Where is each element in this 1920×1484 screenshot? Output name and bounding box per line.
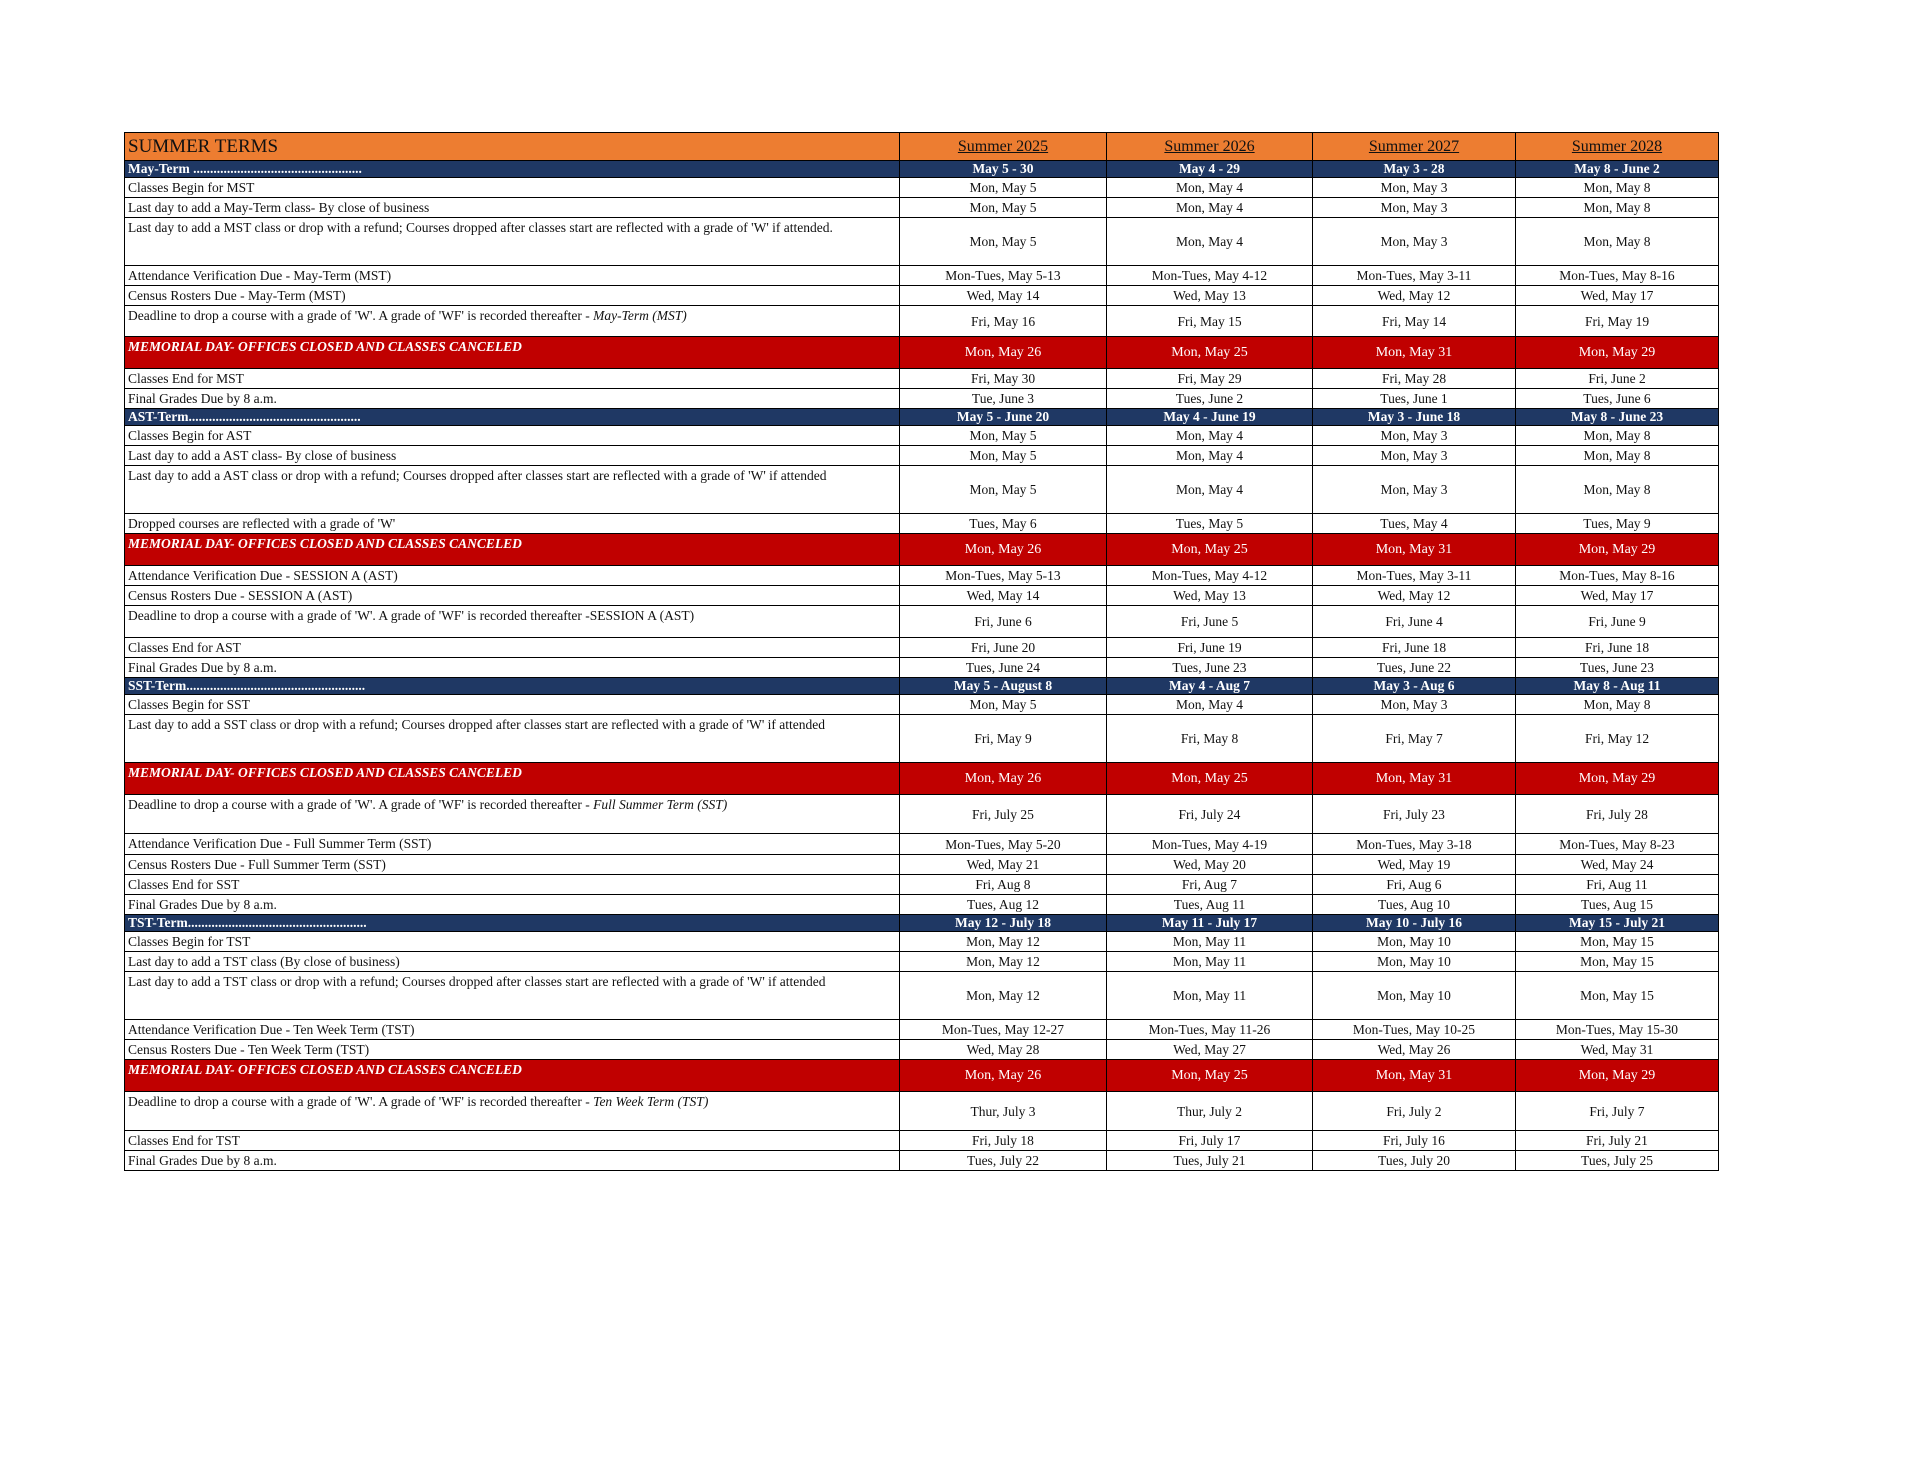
date-cell: Fri, June 20 [900, 638, 1107, 658]
date-cell: Mon, May 26 [900, 763, 1107, 795]
table-row [125, 875, 1719, 895]
date-cell: Fri, Aug 8 [900, 875, 1107, 895]
date-cell: Wed, May 14 [900, 286, 1107, 306]
date-cell: Tues, June 24 [900, 658, 1107, 678]
table-title: SUMMER TERMS [125, 133, 900, 161]
date-cell: Fri, July 23 [1313, 795, 1516, 834]
table-row [125, 198, 1719, 218]
date-cell: Mon, May 8 [1516, 198, 1719, 218]
date-cell: Mon, May 4 [1107, 218, 1313, 266]
date-cell: Tues, May 9 [1516, 514, 1719, 534]
date-cell: May 3 - 28 [1313, 161, 1516, 178]
year-header: Summer 2028 [1516, 133, 1719, 161]
date-cell: Mon, May 3 [1313, 178, 1516, 198]
row-label: Classes End for MST [125, 369, 900, 389]
table-row [125, 658, 1719, 678]
date-cell: Mon, May 29 [1516, 534, 1719, 566]
date-cell: Thur, July 3 [900, 1092, 1107, 1131]
date-cell: May 10 - July 16 [1313, 915, 1516, 932]
date-cell: Wed, May 31 [1516, 1040, 1719, 1060]
table-row [125, 1151, 1719, 1171]
date-cell: Fri, May 19 [1516, 306, 1719, 337]
table-row [125, 178, 1719, 198]
date-cell: Fri, May 30 [900, 369, 1107, 389]
date-cell: May 3 - Aug 6 [1313, 678, 1516, 695]
date-cell: Mon, May 8 [1516, 218, 1719, 266]
date-cell: Mon, May 3 [1313, 198, 1516, 218]
date-cell: Wed, May 14 [900, 586, 1107, 606]
date-cell: Mon-Tues, May 3-11 [1313, 566, 1516, 586]
date-cell: Fri, May 8 [1107, 715, 1313, 763]
row-label: May-Term .................................................. [125, 161, 900, 178]
date-cell: Fri, May 29 [1107, 369, 1313, 389]
date-cell: Fri, May 15 [1107, 306, 1313, 337]
date-cell: Mon, May 4 [1107, 466, 1313, 514]
date-cell: Wed, May 26 [1313, 1040, 1516, 1060]
row-label: SST-Term..................................................... [125, 678, 900, 695]
date-cell: May 12 - July 18 [900, 915, 1107, 932]
table-row [125, 218, 1719, 266]
date-cell: Fri, July 24 [1107, 795, 1313, 834]
date-cell: Tues, June 1 [1313, 389, 1516, 409]
row-label: Census Rosters Due - Ten Week Term (TST) [125, 1040, 900, 1060]
date-cell: May 5 - June 20 [900, 409, 1107, 426]
date-cell: Mon, May 3 [1313, 218, 1516, 266]
table-row [125, 795, 1719, 834]
date-cell: May 15 - July 21 [1516, 915, 1719, 932]
date-cell: Mon, May 29 [1516, 337, 1719, 369]
date-cell: Mon, May 3 [1313, 695, 1516, 715]
table-row [125, 715, 1719, 763]
date-cell: Mon, May 15 [1516, 972, 1719, 1020]
date-cell: Fri, Aug 11 [1516, 875, 1719, 895]
row-label: Census Rosters Due - SESSION A (AST) [125, 586, 900, 606]
table-row [125, 266, 1719, 286]
date-cell: Tues, July 25 [1516, 1151, 1719, 1171]
date-cell: Mon, May 5 [900, 695, 1107, 715]
date-cell: Fri, July 18 [900, 1131, 1107, 1151]
table-row [125, 514, 1719, 534]
date-cell: Fri, Aug 7 [1107, 875, 1313, 895]
date-cell: Mon, May 25 [1107, 337, 1313, 369]
row-label: Census Rosters Due - May-Term (MST) [125, 286, 900, 306]
holiday-row [125, 1060, 1719, 1092]
date-cell: Mon, May 11 [1107, 932, 1313, 952]
row-label: Deadline to drop a course with a grade of 'W'. A grade of 'WF' is recorded thereafter - Ten Week Term (TST) [125, 1092, 900, 1131]
date-cell: Mon, May 12 [900, 952, 1107, 972]
table-row [125, 895, 1719, 915]
date-cell: Mon, May 31 [1313, 337, 1516, 369]
date-cell: May 5 - August 8 [900, 678, 1107, 695]
row-label: Last day to add a TST class or drop with a refund; Courses dropped after classes start are reflected with a grade of 'W' if attended [125, 972, 900, 1020]
date-cell: Fri, May 12 [1516, 715, 1719, 763]
date-cell: Mon-Tues, May 4-12 [1107, 266, 1313, 286]
row-label: Classes Begin for AST [125, 426, 900, 446]
row-label: Classes Begin for MST [125, 178, 900, 198]
date-cell: Mon, May 29 [1516, 763, 1719, 795]
row-label: Last day to add a May-Term class- By close of business [125, 198, 900, 218]
date-cell: Mon, May 25 [1107, 534, 1313, 566]
row-label-term: May-Term (MST) [593, 308, 687, 323]
date-cell: Mon, May 10 [1313, 972, 1516, 1020]
date-cell: Wed, May 13 [1107, 286, 1313, 306]
date-cell: Mon, May 11 [1107, 972, 1313, 1020]
date-cell: Mon, May 8 [1516, 426, 1719, 446]
date-cell: Mon, May 5 [900, 218, 1107, 266]
date-cell: Fri, July 16 [1313, 1131, 1516, 1151]
row-label: Last day to add a AST class- By close of business [125, 446, 900, 466]
row-label: Classes End for AST [125, 638, 900, 658]
header-row [125, 133, 1719, 161]
date-cell: Mon, May 3 [1313, 446, 1516, 466]
table-row [125, 426, 1719, 446]
date-cell: Fri, June 5 [1107, 606, 1313, 638]
table-row [125, 1131, 1719, 1151]
date-cell: Fri, June 4 [1313, 606, 1516, 638]
date-cell: May 5 - 30 [900, 161, 1107, 178]
date-cell: Mon, May 5 [900, 446, 1107, 466]
holiday-row [125, 337, 1719, 369]
date-cell: Wed, May 17 [1516, 286, 1719, 306]
date-cell: Fri, July 17 [1107, 1131, 1313, 1151]
date-cell: Fri, July 2 [1313, 1092, 1516, 1131]
date-cell: Tues, Aug 12 [900, 895, 1107, 915]
row-label: Deadline to drop a course with a grade of 'W'. A grade of 'WF' is recorded thereafter -SESSION A (AST) [125, 606, 900, 638]
date-cell: Mon, May 3 [1313, 466, 1516, 514]
date-cell: Mon, May 4 [1107, 695, 1313, 715]
date-cell: Mon, May 31 [1313, 534, 1516, 566]
row-label-term: Ten Week Term (TST) [593, 1094, 709, 1109]
date-cell: Mon, May 8 [1516, 178, 1719, 198]
date-cell: Wed, May 12 [1313, 286, 1516, 306]
date-cell: Mon, May 4 [1107, 198, 1313, 218]
row-label: Last day to add a TST class (By close of business) [125, 952, 900, 972]
date-cell: May 11 - July 17 [1107, 915, 1313, 932]
table-row [125, 466, 1719, 514]
date-cell: Mon-Tues, May 8-16 [1516, 266, 1719, 286]
date-cell: Mon-Tues, May 3-11 [1313, 266, 1516, 286]
holiday-row [125, 763, 1719, 795]
date-cell: Tues, July 22 [900, 1151, 1107, 1171]
row-label: Classes End for TST [125, 1131, 900, 1151]
table-row [125, 286, 1719, 306]
row-label: Final Grades Due by 8 a.m. [125, 658, 900, 678]
date-cell: Fri, June 9 [1516, 606, 1719, 638]
date-cell: Tues, May 6 [900, 514, 1107, 534]
date-cell: Mon, May 11 [1107, 952, 1313, 972]
row-label: Final Grades Due by 8 a.m. [125, 895, 900, 915]
table-row [125, 1040, 1719, 1060]
date-cell: Tues, June 6 [1516, 389, 1719, 409]
date-cell: May 8 - June 23 [1516, 409, 1719, 426]
date-cell: Fri, July 7 [1516, 1092, 1719, 1131]
date-cell: Mon, May 25 [1107, 763, 1313, 795]
date-cell: Mon-Tues, May 3-18 [1313, 834, 1516, 855]
term-header-row [125, 409, 1719, 426]
date-cell: Mon, May 15 [1516, 932, 1719, 952]
year-header: Summer 2025 [900, 133, 1107, 161]
year-header: Summer 2027 [1313, 133, 1516, 161]
date-cell: Mon, May 26 [900, 337, 1107, 369]
date-cell: Fri, May 7 [1313, 715, 1516, 763]
row-label: Deadline to drop a course with a grade of 'W'. A grade of 'WF' is recorded thereafter - May-Term (MST) [125, 306, 900, 337]
row-label: Attendance Verification Due - Full Summer Term (SST) [125, 834, 900, 855]
table-row [125, 695, 1719, 715]
date-cell: Tues, Aug 10 [1313, 895, 1516, 915]
date-cell: Mon-Tues, May 5-13 [900, 266, 1107, 286]
date-cell: Wed, May 24 [1516, 855, 1719, 875]
date-cell: Fri, July 25 [900, 795, 1107, 834]
date-cell: Tues, June 23 [1516, 658, 1719, 678]
row-label: Attendance Verification Due - Ten Week Term (TST) [125, 1020, 900, 1040]
date-cell: May 4 - June 19 [1107, 409, 1313, 426]
row-label: TST-Term..................................................... [125, 915, 900, 932]
date-cell: Mon-Tues, May 12-27 [900, 1020, 1107, 1040]
row-label: Last day to add a SST class or drop with a refund; Courses dropped after classes start are reflected with a grade of 'W' if attended [125, 715, 900, 763]
date-cell: Wed, May 20 [1107, 855, 1313, 875]
date-cell: Tues, May 5 [1107, 514, 1313, 534]
date-cell: Tues, June 22 [1313, 658, 1516, 678]
date-cell: Tues, July 21 [1107, 1151, 1313, 1171]
date-cell: Tues, June 2 [1107, 389, 1313, 409]
date-cell: Fri, June 18 [1516, 638, 1719, 658]
date-cell: Fri, July 28 [1516, 795, 1719, 834]
date-cell: Tues, Aug 11 [1107, 895, 1313, 915]
table-row [125, 606, 1719, 638]
row-label: Attendance Verification Due - SESSION A (AST) [125, 566, 900, 586]
row-label: Attendance Verification Due - May-Term (MST) [125, 266, 900, 286]
date-cell: Mon-Tues, May 11-26 [1107, 1020, 1313, 1040]
date-cell: Mon-Tues, May 8-16 [1516, 566, 1719, 586]
date-cell: Mon, May 15 [1516, 952, 1719, 972]
date-cell: Mon-Tues, May 5-20 [900, 834, 1107, 855]
date-cell: Mon-Tues, May 10-25 [1313, 1020, 1516, 1040]
date-cell: Mon-Tues, May 8-23 [1516, 834, 1719, 855]
date-cell: Wed, May 28 [900, 1040, 1107, 1060]
date-cell: May 3 - June 18 [1313, 409, 1516, 426]
row-label: Census Rosters Due - Full Summer Term (SST) [125, 855, 900, 875]
date-cell: Tues, July 20 [1313, 1151, 1516, 1171]
date-cell: Mon, May 3 [1313, 426, 1516, 446]
row-label: Last day to add a AST class or drop with a refund; Courses dropped after classes start are reflected with a grade of 'W' if attended [125, 466, 900, 514]
date-cell: Mon, May 5 [900, 178, 1107, 198]
date-cell: Mon, May 26 [900, 534, 1107, 566]
date-cell: Mon, May 8 [1516, 466, 1719, 514]
row-label: MEMORIAL DAY- OFFICES CLOSED AND CLASSES CANCELED [125, 337, 900, 369]
table-row [125, 389, 1719, 409]
holiday-row [125, 534, 1719, 566]
date-cell: Fri, June 19 [1107, 638, 1313, 658]
term-header-row [125, 678, 1719, 695]
date-cell: Mon, May 5 [900, 466, 1107, 514]
date-cell: Thur, July 2 [1107, 1092, 1313, 1131]
row-label: Last day to add a MST class or drop with a refund; Courses dropped after classes start are reflected with a grade of 'W' if attended. [125, 218, 900, 266]
row-label: Final Grades Due by 8 a.m. [125, 1151, 900, 1171]
table-row [125, 1020, 1719, 1040]
date-cell: Tues, Aug 15 [1516, 895, 1719, 915]
date-cell: Tue, June 3 [900, 389, 1107, 409]
date-cell: Mon, May 29 [1516, 1060, 1719, 1092]
date-cell: Fri, June 18 [1313, 638, 1516, 658]
row-label-term: Full Summer Term (SST) [593, 797, 728, 812]
date-cell: Wed, May 27 [1107, 1040, 1313, 1060]
date-cell: Tues, May 4 [1313, 514, 1516, 534]
term-header-row [125, 915, 1719, 932]
date-cell: Mon, May 8 [1516, 695, 1719, 715]
date-cell: Mon, May 5 [900, 426, 1107, 446]
date-cell: Wed, May 13 [1107, 586, 1313, 606]
date-cell: May 4 - 29 [1107, 161, 1313, 178]
table-row [125, 446, 1719, 466]
table-row [125, 566, 1719, 586]
date-cell: Wed, May 19 [1313, 855, 1516, 875]
date-cell: Wed, May 17 [1516, 586, 1719, 606]
date-cell: May 8 - June 2 [1516, 161, 1719, 178]
table-row [125, 834, 1719, 855]
date-cell: Mon, May 4 [1107, 446, 1313, 466]
date-cell: May 4 - Aug 7 [1107, 678, 1313, 695]
table-row [125, 855, 1719, 875]
table-row [125, 952, 1719, 972]
date-cell: May 8 - Aug 11 [1516, 678, 1719, 695]
date-cell: Mon, May 4 [1107, 178, 1313, 198]
table-row [125, 586, 1719, 606]
date-cell: Fri, May 14 [1313, 306, 1516, 337]
date-cell: Fri, May 9 [900, 715, 1107, 763]
date-cell: Mon, May 31 [1313, 1060, 1516, 1092]
date-cell: Mon, May 10 [1313, 932, 1516, 952]
date-cell: Mon, May 5 [900, 198, 1107, 218]
term-header-row [125, 161, 1719, 178]
row-label: MEMORIAL DAY- OFFICES CLOSED AND CLASSES CANCELED [125, 763, 900, 795]
row-label: Dropped courses are reflected with a grade of 'W' [125, 514, 900, 534]
table-row [125, 638, 1719, 658]
date-cell: Fri, May 28 [1313, 369, 1516, 389]
date-cell: Mon-Tues, May 4-19 [1107, 834, 1313, 855]
row-label: Deadline to drop a course with a grade of 'W'. A grade of 'WF' is recorded thereafter - Full Summer Term (SST) [125, 795, 900, 834]
date-cell: Mon-Tues, May 5-13 [900, 566, 1107, 586]
date-cell: Tues, June 23 [1107, 658, 1313, 678]
row-label: Classes End for SST [125, 875, 900, 895]
table-row [125, 972, 1719, 1020]
date-cell: Mon, May 12 [900, 972, 1107, 1020]
date-cell: Wed, May 12 [1313, 586, 1516, 606]
table-row [125, 1092, 1719, 1131]
date-cell: Mon, May 8 [1516, 446, 1719, 466]
date-cell: Wed, May 21 [900, 855, 1107, 875]
table-row [125, 369, 1719, 389]
date-cell: Fri, Aug 6 [1313, 875, 1516, 895]
date-cell: Mon, May 25 [1107, 1060, 1313, 1092]
row-label: MEMORIAL DAY- OFFICES CLOSED AND CLASSES CANCELED [125, 1060, 900, 1092]
date-cell: Fri, June 2 [1516, 369, 1719, 389]
date-cell: Mon-Tues, May 15-30 [1516, 1020, 1719, 1040]
date-cell: Fri, July 21 [1516, 1131, 1719, 1151]
summer-terms-calendar-table [124, 132, 1719, 1171]
row-label: Classes Begin for SST [125, 695, 900, 715]
date-cell: Mon, May 10 [1313, 952, 1516, 972]
table-row [125, 306, 1719, 337]
row-label: Classes Begin for TST [125, 932, 900, 952]
table-row [125, 932, 1719, 952]
row-label: Final Grades Due by 8 a.m. [125, 389, 900, 409]
row-label: AST-Term................................................... [125, 409, 900, 426]
date-cell: Mon, May 4 [1107, 426, 1313, 446]
date-cell: Fri, June 6 [900, 606, 1107, 638]
date-cell: Mon, May 31 [1313, 763, 1516, 795]
year-header: Summer 2026 [1107, 133, 1313, 161]
row-label: MEMORIAL DAY- OFFICES CLOSED AND CLASSES CANCELED [125, 534, 900, 566]
date-cell: Mon, May 12 [900, 932, 1107, 952]
date-cell: Mon, May 26 [900, 1060, 1107, 1092]
date-cell: Fri, May 16 [900, 306, 1107, 337]
date-cell: Mon-Tues, May 4-12 [1107, 566, 1313, 586]
